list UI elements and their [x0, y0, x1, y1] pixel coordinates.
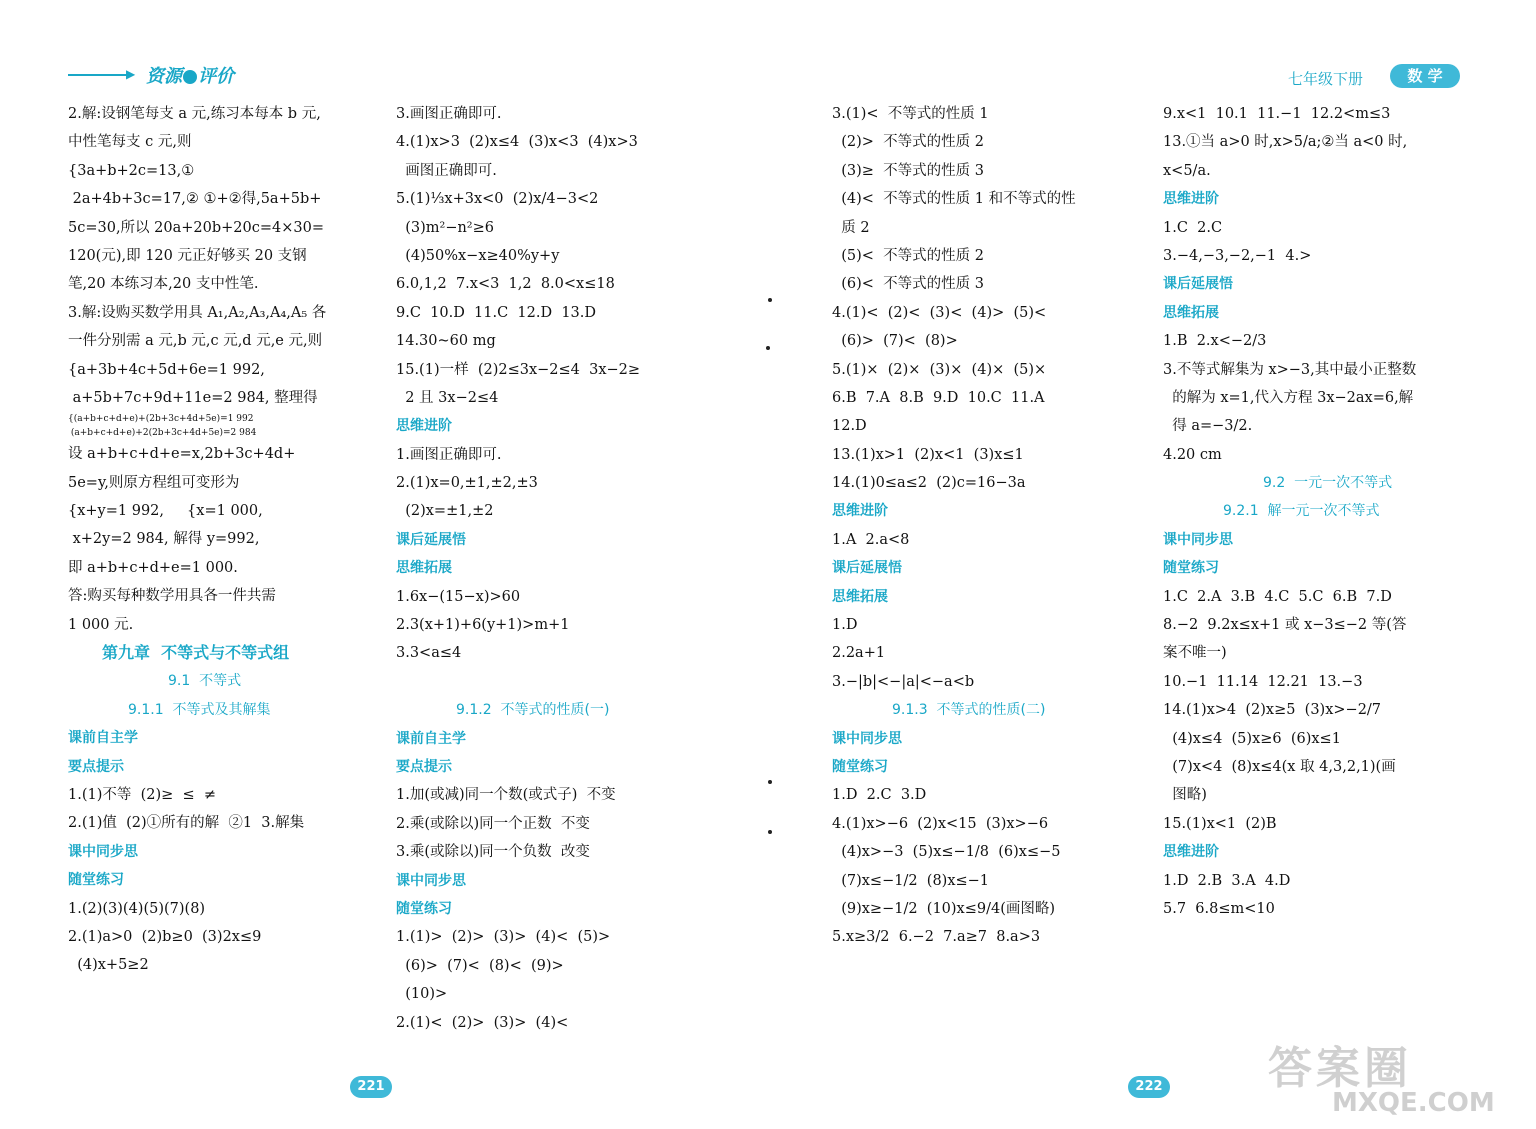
answer-line: 9.1 不等式 [168, 673, 242, 690]
answer-line: 3.(1)< 不等式的性质 1 [832, 106, 989, 122]
answer-line: 2.2a+1 [832, 645, 886, 662]
answer-line: 图略) [1163, 787, 1207, 804]
answer-line: 14.30~60 mg [396, 333, 496, 350]
answer-line: (4)x≤4 (5)x≥6 (6)x≤1 [1163, 730, 1341, 747]
column-2 [396, 100, 706, 1037]
answer-line: 2a+4b+3c=17,② ①+②得,5a+5b+ [68, 191, 322, 208]
answer-line: 随堂练习 [396, 900, 452, 917]
answer-line: (6)> (7)< (8)< (9)> [396, 957, 564, 974]
answer-line: (4)< 不等式的性质 1 和不等式的性 [832, 191, 1076, 208]
page-number-left: 221 [350, 1076, 392, 1098]
answer-line: 得 a=−3/2. [1163, 418, 1253, 435]
binding-dot [768, 780, 772, 784]
arrow-right-icon: ▶ [126, 67, 136, 81]
answer-line: 3.解:设购买数学用具 A₁,A₂,A₃,A₄,A₅ 各 [68, 304, 327, 321]
answer-line: (3)≥ 不等式的性质 3 [832, 162, 984, 179]
answer-line: 设 a+b+c+d+e=x,2b+3c+4d+ [68, 446, 296, 463]
answer-line: 笔,20 本练习本,20 支中性笔. [68, 276, 259, 293]
answer-line: 9.2 一元一次不等式 [1263, 475, 1393, 492]
answer-line: 课中同步思 [68, 843, 138, 860]
answer-line: 课后延展悟 [1163, 276, 1233, 293]
answer-line: 2.(1)x=0,±1,±2,±3 [396, 475, 538, 492]
answer-line: {(a+b+c+d+e)+(2b+3c+4d+5e)=1 992 [68, 414, 254, 425]
answer-line: 8.−2 9.2x≤x+1 或 x−3≤−2 等(答 [1163, 617, 1407, 634]
answer-line: 第九章 不等式与不等式组 [102, 643, 290, 663]
answer-line: x<5/a. [1163, 162, 1211, 179]
answer-line: 5c=30,所以 20a+20b+20c=4×30= [68, 219, 324, 236]
answer-line: 2.(1)值 (2)①所有的解 ②1 3.解集 [68, 815, 305, 832]
answer-line: 质 2 [832, 219, 870, 236]
answer-line: {3a+b+2c=13,① [68, 162, 195, 179]
answer-line: (5)< 不等式的性质 2 [832, 247, 984, 264]
answer-line: 1.(2)(3)(4)(5)(7)(8) [68, 900, 206, 917]
answer-line: x+2y=2 984, 解得 y=992, [68, 531, 260, 548]
answer-line: (6)> (7)< (8)> [832, 333, 958, 350]
answer-line: 课前自主学 [396, 730, 466, 747]
answer-line: 课前自主学 [68, 730, 138, 747]
answer-line: 思维进阶 [832, 503, 888, 520]
answer-line: 1.(1)> (2)> (3)> (4)< (5)> [396, 929, 611, 946]
answer-line: 答:购买每种数学用具各一件共需 [68, 588, 276, 605]
binding-dot [768, 830, 772, 834]
answer-line: 课后延展悟 [396, 531, 466, 548]
answer-line: 1.D 2.B 3.A 4.D [1163, 872, 1291, 889]
answer-line: 课中同步思 [396, 872, 466, 889]
answer-line: (2)> 不等式的性质 2 [832, 134, 984, 151]
header-left-brand [68, 62, 268, 88]
answer-line: 3.−|b|<−|a|<−a<b [832, 673, 975, 690]
answer-line: 3.画图正确即可. [396, 106, 502, 122]
answer-line: {x+y=1 992, {x=1 000, [68, 503, 263, 520]
answer-line: 思维进阶 [1163, 844, 1219, 861]
column-3 [832, 100, 1142, 952]
answer-line: (7)x<4 (8)x≤4(x 取 4,3,2,1)(画 [1163, 758, 1396, 775]
header-rule [68, 74, 130, 76]
answer-line: 15.(1)x<1 (2)B [1163, 815, 1277, 832]
answer-line: 1 000 元. [68, 616, 134, 633]
answer-line: 1.C 2.A 3.B 4.C 5.C 6.B 7.D [1163, 588, 1392, 605]
answer-line: 9.1.2 不等式的性质(一) [456, 702, 610, 719]
answer-line: 5.(1)× (2)× (3)× (4)× (5)× [832, 361, 1047, 378]
answer-line: 的解为 x=1,代入方程 3x−2ax=6,解 [1163, 389, 1414, 406]
answer-line: 1.D 2.C 3.D [832, 787, 927, 804]
answer-line: 思维进阶 [396, 418, 452, 435]
answer-line: 12.D [832, 418, 867, 435]
watermark-url: MXQE.COM [1332, 1088, 1495, 1118]
answer-line: (4)50%x−x≥40%y+y [396, 247, 560, 264]
answer-line: 9.C 10.D 11.C 12.D 13.D [396, 304, 597, 321]
answer-line: 4.(1)< (2)< (3)< (4)> (5)< [832, 304, 1047, 321]
answer-line: 画图正确即可. [396, 162, 497, 179]
answer-line: 9.x<1 10.1 11.−1 12.2<m≤3 [1163, 106, 1391, 122]
answer-line: 中性笔每支 c 元,则 [68, 134, 192, 151]
column-1 [68, 100, 373, 980]
answer-line: 9.1.3 不等式的性质(二) [892, 702, 1046, 719]
answer-line: 1.(1)不等 (2)≥ ≤ ≠ [68, 786, 217, 803]
answer-line: 14.(1)x>4 (2)x≥5 (3)x>−2/7 [1163, 702, 1382, 719]
answer-line: a+5b+7c+9d+11e=2 984, 整理得 [68, 389, 318, 406]
header-grade: 七年级下册 [1288, 70, 1364, 88]
answer-line: 4.(1)x>−6 (2)x<15 (3)x>−6 [832, 815, 1049, 832]
answer-line: 思维拓展 [832, 588, 888, 605]
answer-line: (9)x≥−1/2 (10)x≤9/4(画图略) [832, 900, 1056, 917]
answer-line: 15.(1)一样 (2)2≤3x−2≤4 3x−2≥ [396, 361, 641, 378]
answer-line: 随堂练习 [1163, 560, 1219, 577]
answer-line: 1.加(或减)同一个数(或式子) 不变 [396, 787, 616, 804]
answer-line: (2)x=±1,±2 [396, 503, 494, 520]
answer-line: 一件分别需 a 元,b 元,c 元,d 元,e 元,则 [68, 333, 323, 350]
answer-line: 5.7 6.8≤m<10 [1163, 900, 1275, 917]
answer-line: 思维拓展 [396, 560, 452, 577]
header-subject-badge: 数 学 [1390, 64, 1460, 88]
answer-line: 14.(1)0≤a≤2 (2)c=16−3a [832, 475, 1026, 492]
answer-line: 120(元),即 120 元正好够买 20 支钢 [68, 247, 307, 264]
answer-line: 课中同步思 [1163, 531, 1233, 548]
answer-line: 3.乘(或除以)同一个负数 改变 [396, 844, 590, 861]
answer-line: 6.0,1,2 7.x<3 1,2 8.0<x≤18 [396, 276, 615, 293]
answer-line: 2.解:设钢笔每支 a 元,练习本每本 b 元, [68, 106, 321, 122]
answer-line: 1.D [832, 617, 858, 634]
answer-line: 2.乘(或除以)同一个正数 不变 [396, 815, 590, 832]
answer-line: 9.1.1 不等式及其解集 [128, 701, 271, 718]
answer-line: 即 a+b+c+d+e=1 000. [68, 559, 238, 576]
answer-line: 1.6x−(15−x)>60 [396, 588, 521, 605]
answer-line: 4.(1)x>3 (2)x≤4 (3)x<3 (4)x>3 [396, 134, 638, 151]
column-4 [1163, 100, 1473, 923]
answer-line: (7)x≤−1/2 (8)x≤−1 [832, 872, 990, 889]
answer-line: 3.不等式解集为 x>−3,其中最小正整数 [1163, 361, 1417, 378]
answer-line: 1.C 2.C [1163, 219, 1223, 236]
answer-line: (a+b+c+d+e)+2(2b+3c+4d+5e)=2 984 [68, 428, 257, 439]
answer-line: 2.(1)a>0 (2)b≥0 (3)2x≤9 [68, 928, 262, 945]
binding-dot [766, 346, 770, 350]
answer-line: 思维拓展 [1163, 304, 1219, 321]
page-number-right: 222 [1128, 1076, 1170, 1098]
answer-line: (4)x+5≥2 [68, 957, 149, 974]
answer-line: 6.B 7.A 8.B 9.D 10.C 11.A [832, 389, 1045, 406]
answer-line: 2.3(x+1)+6(y+1)>m+1 [396, 617, 570, 634]
answer-line: 要点提示 [68, 758, 124, 775]
answer-line: 2 且 3x−2≤4 [396, 389, 499, 406]
answer-line: 1.B 2.x<−2/3 [1163, 333, 1267, 350]
answer-line: (10)> [396, 986, 448, 1003]
answer-line: 2.(1)< (2)> (3)> (4)< [396, 1014, 569, 1031]
answer-line: 3.3<a≤4 [396, 645, 462, 662]
watermark [1268, 1032, 1528, 1122]
answer-line: 9.2.1 解一元一次不等式 [1223, 503, 1380, 520]
answer-line: 要点提示 [396, 758, 452, 775]
binding-dot [768, 298, 772, 302]
answer-line: 13.①当 a>0 时,x>5/a;②当 a<0 时, [1163, 134, 1408, 151]
answer-line: 5e=y,则原方程组可变形为 [68, 474, 240, 491]
watermark-text: 答案圈 [1268, 1043, 1412, 1094]
answer-line: 13.(1)x>1 (2)x<1 (3)x≤1 [832, 446, 1024, 463]
answer-line: 案不唯一) [1163, 645, 1227, 662]
answer-line: (4)x>−3 (5)x≤−1/8 (6)x≤−5 [832, 844, 1061, 861]
answer-line: 随堂练习 [832, 758, 888, 775]
answer-line: 随堂练习 [68, 872, 124, 889]
answer-line: (6)< 不等式的性质 3 [832, 276, 984, 293]
answer-line: 4.20 cm [1163, 446, 1222, 463]
header-left-title: 资源 评价 [146, 66, 234, 87]
answer-line: 1.A 2.a<8 [832, 531, 910, 548]
answer-line: 1.画图正确即可. [396, 446, 502, 463]
answer-line: 5.(1)⅓x+3x<0 (2)x/4−3<2 [396, 191, 599, 208]
answer-line: 课后延展悟 [832, 560, 902, 577]
answer-line: 课中同步思 [832, 730, 902, 747]
answer-line: 3.−4,−3,−2,−1 4.> [1163, 247, 1312, 264]
circle-icon [183, 70, 197, 84]
answer-line [396, 668, 706, 696]
answer-line: 思维进阶 [1163, 191, 1219, 208]
answer-line: 10.−1 11.14 12.21 13.−3 [1163, 673, 1363, 690]
answer-line: 5.x≥3/2 6.−2 7.a≥7 8.a>3 [832, 929, 1041, 946]
answer-line: (3)m²−n²≥6 [396, 219, 494, 236]
answer-line: {a+3b+4c+5d+6e=1 992, [68, 361, 265, 378]
